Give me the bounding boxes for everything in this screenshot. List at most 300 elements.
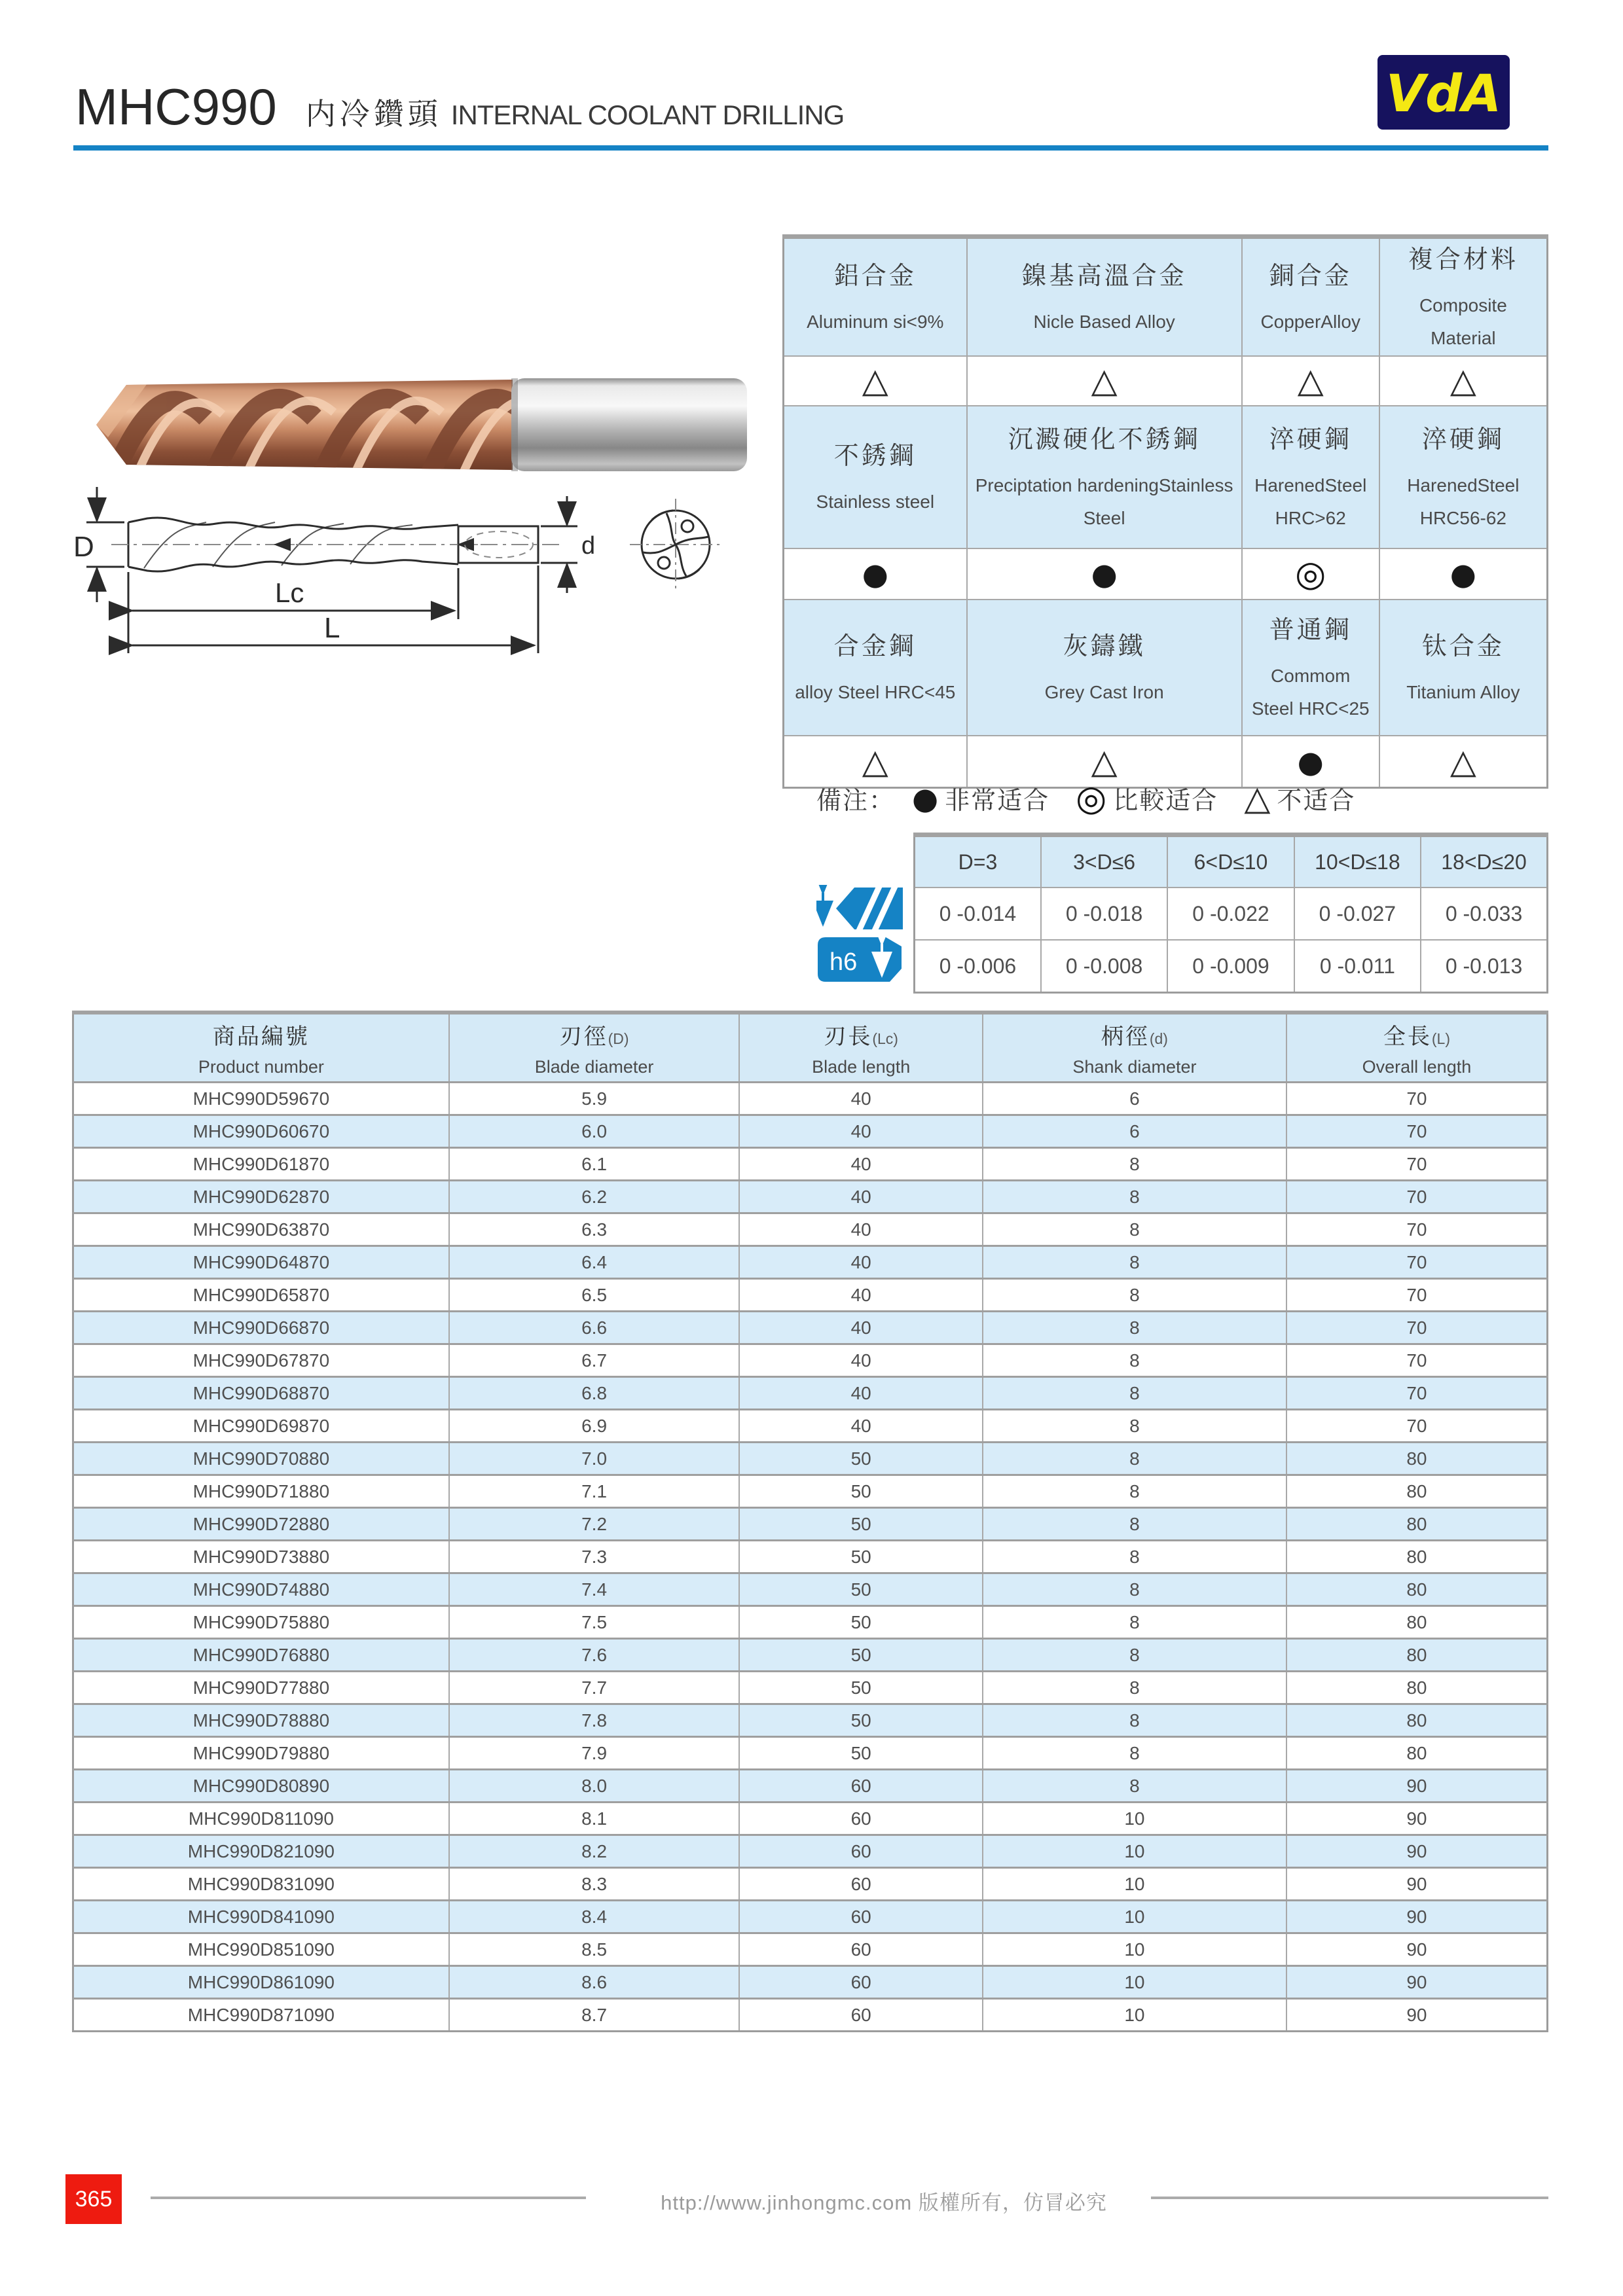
- blade-diameter-cell: 7.5: [449, 1606, 740, 1639]
- h6-label: h6: [830, 948, 858, 976]
- blade-diameter-cell: 7.0: [449, 1443, 740, 1475]
- overall-length-cell: 90: [1286, 1966, 1548, 1999]
- column-header-symbol: (D): [608, 1030, 629, 1047]
- product-column-header: [449, 1013, 740, 1083]
- material-name-zh: 普通鋼: [1269, 616, 1352, 644]
- blade-diameter-cell: 6.0: [449, 1115, 740, 1148]
- material-name-en: Commom Steel HRC<25: [1251, 665, 1370, 719]
- tolerance-range-header: 10<D≤18: [1294, 835, 1421, 888]
- product-number-cell: MHC990D841090: [73, 1901, 449, 1933]
- overall-length-cell: 80: [1286, 1639, 1548, 1672]
- page-subtitle-en: INTERNAL COOLANT DRILLING: [450, 99, 845, 130]
- blade-diameter-cell: 7.4: [449, 1573, 740, 1606]
- shank-diameter-cell: 6: [983, 1083, 1286, 1115]
- product-number-cell: MHC990D871090: [73, 1999, 449, 2032]
- blade-length-cell: 40: [739, 1083, 983, 1115]
- tolerance-row: [915, 940, 1548, 993]
- blade-diameter-cell: 7.1: [449, 1475, 740, 1508]
- column-header-symbol: (d): [1149, 1030, 1168, 1047]
- tolerance-value: 0 -0.018: [1041, 888, 1167, 940]
- product-row: [73, 1672, 1548, 1704]
- shank-diameter-cell: 8: [983, 1213, 1286, 1246]
- blade-diameter-cell: 6.5: [449, 1279, 740, 1312]
- coolant-hole-icon: [682, 520, 693, 532]
- product-row: [73, 1181, 1548, 1213]
- triangle-symbol: [1379, 736, 1548, 788]
- blade-length-cell: 60: [739, 1868, 983, 1901]
- product-number-cell: MHC990D851090: [73, 1933, 449, 1966]
- blade-length-cell: 40: [739, 1246, 983, 1279]
- material-cell: [967, 237, 1242, 356]
- product-number-cell: MHC990D76880: [73, 1639, 449, 1672]
- overall-length-cell: 80: [1286, 1606, 1548, 1639]
- legend-label: 備注：: [816, 787, 896, 815]
- shank-diameter-cell: 8: [983, 1443, 1286, 1475]
- product-row: [73, 1083, 1548, 1115]
- product-number-cell: MHC990D77880: [73, 1672, 449, 1704]
- product-row: [73, 1933, 1548, 1966]
- blade-length-cell: 50: [739, 1639, 983, 1672]
- material-name-en: Aluminum si<9%: [807, 312, 944, 332]
- blade-length-cell: 60: [739, 1999, 983, 2032]
- product-number-cell: MHC990D60670: [73, 1115, 449, 1148]
- column-header-en: Blade length: [812, 1057, 911, 1077]
- blade-diameter-cell: 8.5: [449, 1933, 740, 1966]
- product-number-cell: MHC990D65870: [73, 1279, 449, 1312]
- overall-length-cell: 80: [1286, 1573, 1548, 1606]
- product-row: [73, 1213, 1548, 1246]
- column-header-symbol: (Lc): [872, 1030, 898, 1047]
- blade-length-cell: 60: [739, 1933, 983, 1966]
- product-number-cell: MHC990D811090: [73, 1803, 449, 1835]
- shank-diameter-cell: 10: [983, 1999, 1286, 2032]
- product-number-cell: MHC990D63870: [73, 1213, 449, 1246]
- overall-length-cell: 70: [1286, 1181, 1548, 1213]
- blade-diameter-cell: 8.1: [449, 1803, 740, 1835]
- material-cell: [1242, 600, 1379, 736]
- material-name-zh: 合金鋼: [833, 633, 917, 661]
- material-cell: [967, 600, 1242, 736]
- footer-divider: [1151, 2197, 1548, 2199]
- product-number-cell: MHC990D78880: [73, 1704, 449, 1737]
- blade-length-cell: 60: [739, 1835, 983, 1868]
- product-row: [73, 1737, 1548, 1770]
- shank-diameter-cell: 8: [983, 1410, 1286, 1443]
- suitability-triangle-icon: △: [862, 361, 888, 401]
- product-number-cell: MHC990D61870: [73, 1148, 449, 1181]
- shank-diameter-cell: 10: [983, 1966, 1286, 1999]
- blade-length-cell: 40: [739, 1312, 983, 1344]
- blade-diameter-cell: 8.2: [449, 1835, 740, 1868]
- filled-circle-symbol: [967, 548, 1242, 600]
- column-header-en: Overall length: [1362, 1057, 1472, 1077]
- tolerance-value: 0 -0.027: [1294, 888, 1421, 940]
- product-row: [73, 1573, 1548, 1606]
- tolerance-value: 0 -0.014: [915, 888, 1041, 940]
- product-number-cell: MHC990D67870: [73, 1344, 449, 1377]
- material-name-en: HarenedSteel HRC56-62: [1407, 475, 1520, 529]
- blade-diameter-cell: 8.7: [449, 1999, 740, 2032]
- legend-item: [1076, 777, 1218, 819]
- column-header-zh: 全長(L): [1383, 1024, 1450, 1049]
- blade-length-cell: 60: [739, 1901, 983, 1933]
- material-name-en: alloy Steel HRC<45: [795, 682, 956, 703]
- product-row: [73, 1835, 1548, 1868]
- dim-label-L: L: [324, 612, 340, 644]
- suitability-triangle-icon: △: [1450, 361, 1476, 401]
- overall-length-cell: 70: [1286, 1279, 1548, 1312]
- material-name-en: CopperAlloy: [1260, 312, 1360, 332]
- blade-diameter-cell: 6.6: [449, 1312, 740, 1344]
- suitability-double-circle-icon: ◎: [1295, 552, 1326, 594]
- shank-diameter-cell: 8: [983, 1573, 1286, 1606]
- overall-length-cell: 90: [1286, 1933, 1548, 1966]
- product-column-header: [1286, 1013, 1548, 1083]
- triangle-symbol: [1379, 356, 1548, 406]
- tolerance-value: 0 -0.013: [1421, 940, 1547, 993]
- material-name-zh: 灰鑄鐵: [1063, 633, 1146, 661]
- blade-diameter-cell: 6.9: [449, 1410, 740, 1443]
- triangle-symbol: [784, 356, 967, 406]
- shank-diameter-cell: 8: [983, 1639, 1286, 1672]
- product-row: [73, 1148, 1548, 1181]
- suitability-triangle-icon: △: [1450, 742, 1476, 781]
- blade-length-cell: 50: [739, 1672, 983, 1704]
- product-row: [73, 1344, 1548, 1377]
- shank-diameter-cell: 6: [983, 1115, 1286, 1148]
- blade-length-cell: 40: [739, 1377, 983, 1410]
- dim-label-d: d: [581, 532, 596, 560]
- blade-diameter-cell: 6.3: [449, 1213, 740, 1246]
- tolerance-range-header: D=3: [915, 835, 1041, 888]
- shank-diameter-cell: 8: [983, 1246, 1286, 1279]
- shank-diameter-cell: 10: [983, 1901, 1286, 1933]
- material-name-zh: 不銹鋼: [833, 442, 917, 471]
- overall-length-cell: 90: [1286, 1868, 1548, 1901]
- column-header-en: Product number: [198, 1057, 324, 1077]
- product-number-cell: MHC990D73880: [73, 1541, 449, 1573]
- overall-length-cell: 80: [1286, 1475, 1548, 1508]
- drill-product-photo: [88, 372, 751, 478]
- product-table: [72, 1011, 1548, 2032]
- column-header-zh: 刃長(Lc): [824, 1024, 898, 1049]
- shank-diameter-cell: 10: [983, 1933, 1286, 1966]
- blade-length-cell: 50: [739, 1573, 983, 1606]
- blade-length-cell: 60: [739, 1803, 983, 1835]
- material-name-zh: 淬硬鋼: [1421, 425, 1504, 454]
- product-row: [73, 1770, 1548, 1803]
- blade-length-cell: 40: [739, 1148, 983, 1181]
- product-row: [73, 1443, 1548, 1475]
- blade-length-cell: 50: [739, 1737, 983, 1770]
- overall-length-cell: 80: [1286, 1443, 1548, 1475]
- material-name-zh: 淬硬鋼: [1269, 425, 1352, 454]
- page-number-badge: [65, 2174, 122, 2224]
- overall-length-cell: 70: [1286, 1148, 1548, 1181]
- shank-diameter-cell: 8: [983, 1148, 1286, 1181]
- material-name-en: Nicle Based Alloy: [1033, 312, 1175, 332]
- material-cell: [784, 406, 967, 548]
- product-number-cell: MHC990D72880: [73, 1508, 449, 1541]
- product-row: [73, 1966, 1548, 1999]
- shank-diameter-cell: 8: [983, 1279, 1286, 1312]
- product-row: [73, 1410, 1548, 1443]
- shank-diameter-cell: 10: [983, 1835, 1286, 1868]
- material-name-en: Composite Material: [1419, 295, 1507, 349]
- product-number-cell: MHC990D62870: [73, 1181, 449, 1213]
- suitability-filled-circle-icon: ●: [1297, 744, 1324, 780]
- blade-length-cell: 50: [739, 1475, 983, 1508]
- column-header-zh: 商品編號: [212, 1024, 310, 1049]
- footer-copyright: http://www.jinhongmc.com 版權所有，仿冒必究: [661, 2191, 1107, 2214]
- blade-length-cell: 60: [739, 1770, 983, 1803]
- blade-length-cell: 50: [739, 1508, 983, 1541]
- product-number-cell: MHC990D831090: [73, 1868, 449, 1901]
- tolerance-range-header: 6<D≤10: [1167, 835, 1294, 888]
- product-row: [73, 1475, 1548, 1508]
- product-row: [73, 1115, 1548, 1148]
- double-circle-icon: ◎: [1076, 777, 1107, 819]
- product-number-cell: MHC990D59670: [73, 1083, 449, 1115]
- product-row: [73, 1279, 1548, 1312]
- blade-diameter-cell: 7.8: [449, 1704, 740, 1737]
- product-row: [73, 1312, 1548, 1344]
- shank-diameter-cell: 8: [983, 1377, 1286, 1410]
- product-number-cell: MHC990D861090: [73, 1966, 449, 1999]
- shank-diameter-cell: 8: [983, 1508, 1286, 1541]
- blade-length-cell: 40: [739, 1279, 983, 1312]
- material-name-en: Titanium Alloy: [1406, 682, 1520, 703]
- product-row: [73, 1868, 1548, 1901]
- blade-diameter-cell: 5.9: [449, 1083, 740, 1115]
- overall-length-cell: 80: [1286, 1704, 1548, 1737]
- blade-diameter-cell: 8.0: [449, 1770, 740, 1803]
- shank-diameter-cell: 10: [983, 1803, 1286, 1835]
- filled-circle-symbol: [784, 548, 967, 600]
- overall-length-cell: 80: [1286, 1541, 1548, 1573]
- shank-diameter-cell: 8: [983, 1672, 1286, 1704]
- shank-tolerance-h6-icon: [816, 936, 903, 983]
- blade-diameter-cell: 6.7: [449, 1344, 740, 1377]
- product-number-cell: MHC990D80890: [73, 1770, 449, 1803]
- product-column-header: [739, 1013, 983, 1083]
- tolerance-range-header: 3<D≤6: [1041, 835, 1167, 888]
- drill-shank: [511, 378, 747, 471]
- product-number-cell: MHC990D70880: [73, 1443, 449, 1475]
- material-cell: [1242, 406, 1379, 548]
- material-symbol-row: [784, 356, 1548, 406]
- product-row: [73, 1999, 1548, 2032]
- blade-length-cell: 60: [739, 1966, 983, 1999]
- blade-length-cell: 40: [739, 1410, 983, 1443]
- product-column-header: [73, 1013, 449, 1083]
- product-number-cell: MHC990D66870: [73, 1312, 449, 1344]
- tolerance-value: 0 -0.022: [1167, 888, 1294, 940]
- dim-label-D: D: [73, 531, 94, 563]
- overall-length-cell: 70: [1286, 1115, 1548, 1148]
- footer-divider: [151, 2197, 586, 2199]
- product-number-cell: MHC990D64870: [73, 1246, 449, 1279]
- suitability-triangle-icon: △: [862, 742, 888, 781]
- shank-diameter-cell: 8: [983, 1770, 1286, 1803]
- triangle-icon: △: [1244, 778, 1271, 818]
- product-number-cell: MHC990D75880: [73, 1606, 449, 1639]
- material-name-en: Stainless steel: [816, 492, 935, 512]
- product-number-cell: MHC990D71880: [73, 1475, 449, 1508]
- blade-diameter-cell: 7.3: [449, 1541, 740, 1573]
- filled-circle-icon: ●: [912, 780, 939, 816]
- blade-diameter-cell: 7.6: [449, 1639, 740, 1672]
- suitability-filled-circle-icon: ●: [1450, 556, 1476, 592]
- tolerance-value: 0 -0.008: [1041, 940, 1167, 993]
- suitability-triangle-icon: △: [1297, 361, 1324, 401]
- column-header-zh: 刃徑(D): [559, 1024, 629, 1049]
- blade-length-cell: 50: [739, 1541, 983, 1573]
- tolerance-value: 0 -0.009: [1167, 940, 1294, 993]
- material-cell: [1379, 406, 1548, 548]
- overall-length-cell: 80: [1286, 1737, 1548, 1770]
- blade-length-cell: 50: [739, 1606, 983, 1639]
- product-column-header: [983, 1013, 1286, 1083]
- blade-diameter-cell: 8.3: [449, 1868, 740, 1901]
- material-name-en: Preciptation hardeningStainless Steel: [975, 475, 1233, 529]
- material-cell: [1379, 600, 1548, 736]
- double-circle-symbol: [1242, 548, 1379, 600]
- legend-item: [1244, 780, 1355, 816]
- dim-label-Lc: Lc: [275, 577, 304, 608]
- tolerance-range-header: 18<D≤20: [1421, 835, 1547, 888]
- product-row: [73, 1508, 1548, 1541]
- product-row: [73, 1606, 1548, 1639]
- material-cell: [1379, 237, 1548, 356]
- material-symbol-row: [784, 548, 1548, 600]
- material-name-zh: 鎳基高溫合金: [1021, 262, 1187, 291]
- overall-length-cell: 70: [1286, 1083, 1548, 1115]
- material-name-zh: 钛合金: [1421, 633, 1504, 661]
- column-header-en: Blade diameter: [534, 1057, 654, 1077]
- product-row: [73, 1377, 1548, 1410]
- suitability-legend: [816, 777, 1381, 819]
- column-header-zh: 柄徑(d): [1101, 1024, 1168, 1049]
- column-header-en: Shank diameter: [1072, 1057, 1197, 1077]
- brand-logo: [1376, 54, 1511, 131]
- page-header: [75, 77, 844, 137]
- blade-diameter-tolerance-icon: [816, 885, 903, 932]
- material-cell: [967, 406, 1242, 548]
- material-name-en: Grey Cast Iron: [1044, 682, 1164, 703]
- material-name-zh: 沉澱硬化不銹鋼: [1008, 425, 1201, 454]
- blade-diameter-cell: 6.8: [449, 1377, 740, 1410]
- shank-diameter-cell: 8: [983, 1541, 1286, 1573]
- diameter-tolerance-table: [913, 833, 1548, 994]
- blade-diameter-cell: 7.9: [449, 1737, 740, 1770]
- shank-diameter-cell: 8: [983, 1606, 1286, 1639]
- shank-diameter-cell: 8: [983, 1737, 1286, 1770]
- blade-length-cell: 40: [739, 1344, 983, 1377]
- header-accent-rule: [73, 145, 1548, 151]
- material-name-zh: 鋁合金: [833, 262, 917, 291]
- blade-diameter-cell: 6.1: [449, 1148, 740, 1181]
- page-number: 365: [75, 2186, 113, 2212]
- product-row: [73, 1246, 1548, 1279]
- material-suitability-table: [782, 234, 1548, 789]
- overall-length-cell: 70: [1286, 1246, 1548, 1279]
- legend-item: [912, 780, 1049, 816]
- product-number-cell: MHC990D69870: [73, 1410, 449, 1443]
- product-number-cell: MHC990D68870: [73, 1377, 449, 1410]
- blade-length-cell: 50: [739, 1443, 983, 1475]
- triangle-symbol: [1242, 356, 1379, 406]
- overall-length-cell: 90: [1286, 1999, 1548, 2032]
- drill-dimension-diagram: [72, 476, 776, 673]
- product-row: [73, 1901, 1548, 1933]
- blade-diameter-cell: 7.7: [449, 1672, 740, 1704]
- blade-diameter-cell: 6.2: [449, 1181, 740, 1213]
- product-row: [73, 1639, 1548, 1672]
- material-label-row: [784, 600, 1548, 736]
- blade-diameter-cell: 7.2: [449, 1508, 740, 1541]
- legend-item-label: 非常适合: [945, 787, 1050, 815]
- product-number-cell: MHC990D79880: [73, 1737, 449, 1770]
- overall-length-cell: 90: [1286, 1901, 1548, 1933]
- overall-length-cell: 90: [1286, 1803, 1548, 1835]
- shank-diameter-cell: 8: [983, 1312, 1286, 1344]
- shank-diameter-cell: 8: [983, 1344, 1286, 1377]
- logo-text: VdA: [1385, 65, 1502, 124]
- column-header-symbol: (L): [1431, 1030, 1450, 1047]
- coolant-hole-icon: [658, 557, 670, 569]
- shank-diameter-cell: 8: [983, 1181, 1286, 1213]
- blade-diameter-cell: 8.4: [449, 1901, 740, 1933]
- overall-length-cell: 90: [1286, 1770, 1548, 1803]
- blade-diameter-cell: 6.4: [449, 1246, 740, 1279]
- suitability-triangle-icon: △: [1091, 742, 1118, 781]
- product-row: [73, 1803, 1548, 1835]
- product-number-cell: MHC990D821090: [73, 1835, 449, 1868]
- overall-length-cell: 80: [1286, 1672, 1548, 1704]
- material-cell: [784, 237, 967, 356]
- overall-length-cell: 70: [1286, 1213, 1548, 1246]
- tolerance-value: 0 -0.006: [915, 940, 1041, 993]
- legend-item-label: 比較适合: [1113, 787, 1218, 815]
- blade-length-cell: 40: [739, 1213, 983, 1246]
- tolerance-value: 0 -0.011: [1294, 940, 1421, 993]
- suitability-filled-circle-icon: ●: [1091, 556, 1118, 592]
- tolerance-value: 0 -0.033: [1421, 888, 1547, 940]
- tolerance-row: [915, 888, 1548, 940]
- legend-item-label: 不适合: [1277, 787, 1356, 815]
- filled-circle-symbol: [1379, 548, 1548, 600]
- page-title: MHC990: [75, 78, 277, 135]
- suitability-filled-circle-icon: ●: [862, 556, 888, 592]
- blade-length-cell: 40: [739, 1115, 983, 1148]
- material-name-en: HarenedSteel HRC>62: [1254, 475, 1367, 529]
- overall-length-cell: 70: [1286, 1312, 1548, 1344]
- triangle-symbol: [967, 356, 1242, 406]
- blade-length-cell: 40: [739, 1181, 983, 1213]
- overall-length-cell: 80: [1286, 1508, 1548, 1541]
- product-number-cell: MHC990D74880: [73, 1573, 449, 1606]
- blade-diameter-cell: 8.6: [449, 1966, 740, 1999]
- drill-end-view: [630, 499, 721, 590]
- suitability-triangle-icon: △: [1091, 361, 1118, 401]
- page-subtitle-zh: 内冷鑽頭: [305, 97, 442, 131]
- product-row: [73, 1541, 1548, 1573]
- material-cell: [1242, 237, 1379, 356]
- material-label-row: [784, 406, 1548, 548]
- material-name-zh: 複合材料: [1408, 246, 1518, 274]
- shank-diameter-cell: 8: [983, 1475, 1286, 1508]
